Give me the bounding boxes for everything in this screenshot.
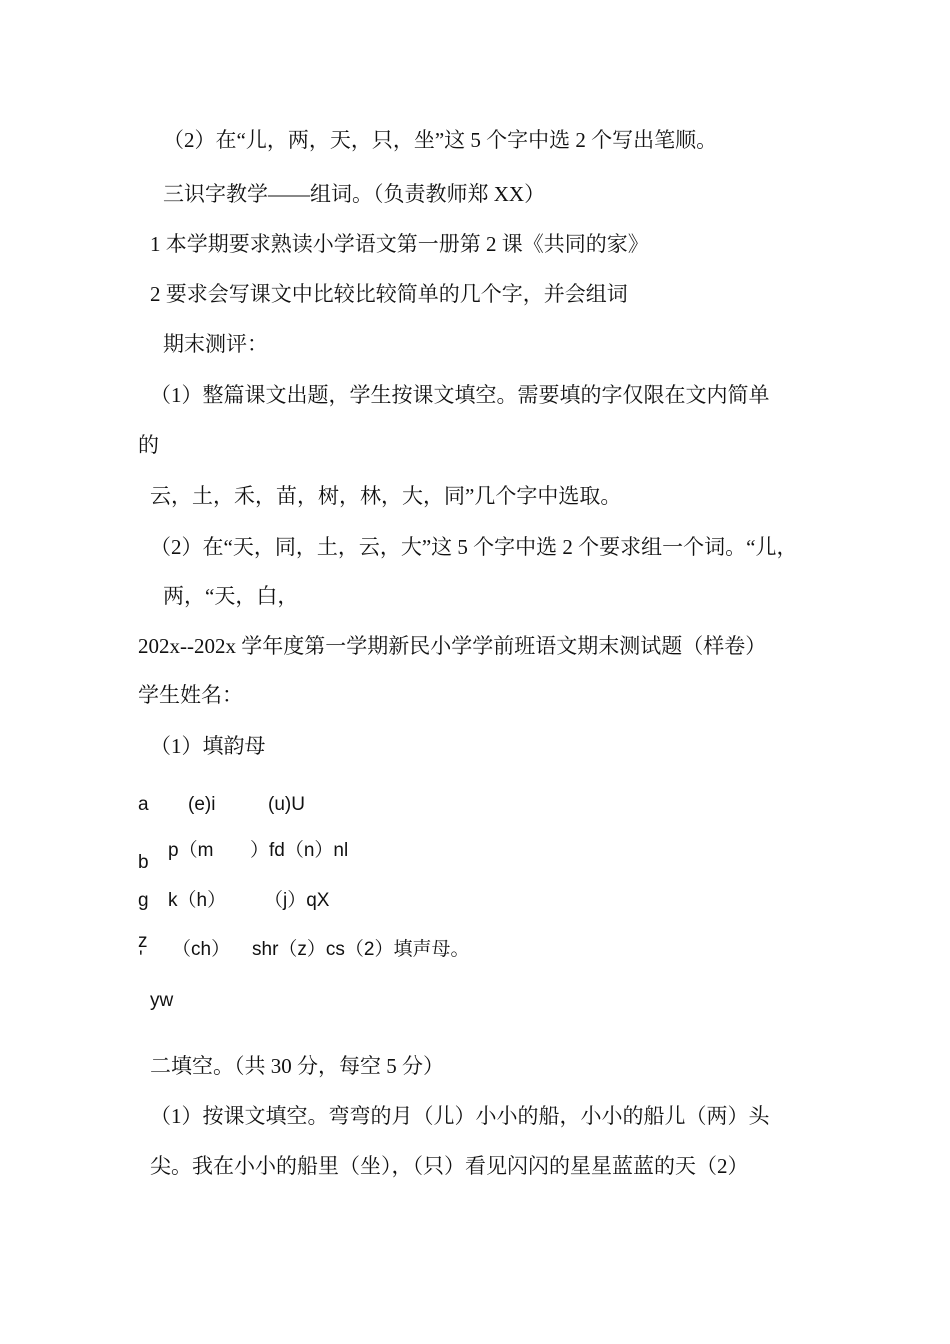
evaluation-item-1-chars: 云，土，禾，苗，树，林，大，同”几个字中选取。 — [150, 484, 622, 508]
pinyin-cell: z — [138, 931, 148, 952]
stroke-order-task: （2）在“儿，两，天，只，坐”这 5 个字中选 2 个写出笔顺。 — [163, 128, 718, 152]
pinyin-cell: p（m — [168, 840, 214, 861]
pinyin-cell: （j）qX — [264, 890, 330, 911]
requirement-2: 2 要求会写课文中比较比较简单的几个字，并会组词 — [150, 282, 628, 306]
pinyin-cell: ' — [139, 948, 143, 969]
pinyin-cell: （ch） — [172, 939, 231, 960]
fill-finals-heading: （1）填韵母 — [150, 734, 266, 758]
final-evaluation-label: 期末测评： — [163, 332, 268, 356]
pinyin-cell: ）fd（n）nl — [250, 840, 349, 861]
fill-item-1-wrap: 尖。我在小小的船里（坐），（只）看见闪闪的星星蓝蓝的天（2） — [150, 1154, 749, 1178]
fill-section-heading: 二填空。（共 30 分，每空 5 分） — [150, 1054, 444, 1078]
student-name-label: 学生姓名： — [138, 683, 243, 707]
evaluation-item-1-wrap: 的 — [138, 433, 159, 457]
pinyin-cell: b — [138, 852, 149, 873]
exam-title: 202x--202x 学年度第一学期新民小学学前班语文期末测试题（样卷） — [138, 634, 767, 658]
pinyin-cell: yw — [150, 990, 174, 1011]
pinyin-cell: shr（z）cs（2）填声母。 — [252, 939, 470, 960]
pinyin-cell: g — [138, 890, 149, 911]
evaluation-item-2: （2）在“天，同，土，云，大”这 5 个字中选 2 个要求组一个词。“儿， — [150, 535, 798, 559]
pinyin-cell: a — [138, 794, 149, 815]
pinyin-cell: k（h） — [168, 890, 227, 911]
evaluation-item-1: （1）整篇课文出题，学生按课文填空。需要填的字仅限在文内简单 — [150, 383, 770, 407]
pinyin-cell: (e)i — [188, 794, 216, 815]
fill-item-1: （1）按课文填空。弯弯的月（儿）小小的船，小小的船儿（两）头 — [150, 1104, 770, 1128]
pinyin-cell: (u)U — [268, 794, 305, 815]
requirement-1: 1 本学期要求熟读小学语文第一册第 2 课《共同的家》 — [150, 232, 649, 256]
section-three-heading: 三识字教学——组词。（负责教师郑 XX） — [163, 182, 546, 206]
evaluation-item-2-wrap: 两，“天，白， — [163, 584, 299, 608]
